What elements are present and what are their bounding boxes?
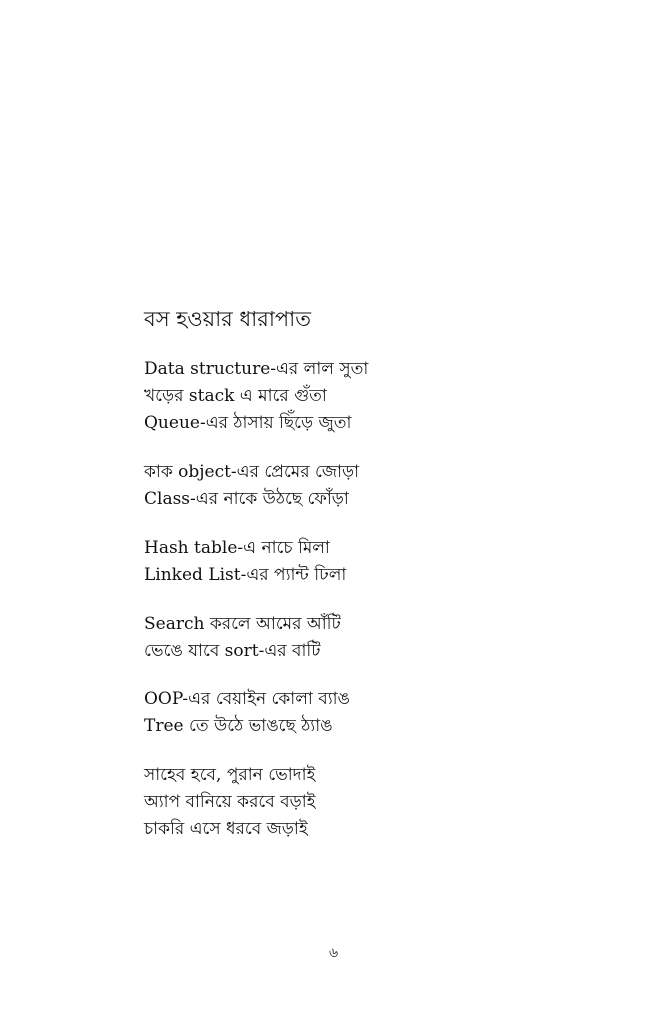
poem-line: Tree তে উঠে ভাঙছে ঠ্যাঙ [144, 716, 333, 736]
poem-line: খড়ের stack এ মারে গুঁতা [144, 386, 327, 406]
poem-line: কাক object-এর প্রেমের জোড়া [144, 462, 360, 482]
stanza-4 [144, 611, 341, 665]
poem-line: Class-এর নাকে উঠছে ফোঁড়া [144, 489, 349, 509]
poem-line: অ্যাপ বানিয়ে করবে বড়াই [144, 792, 316, 812]
stanza-3 [144, 535, 346, 589]
poem-title: বস হওয়ার ধারাপাত [144, 307, 312, 331]
page-number: ৬ [328, 945, 339, 961]
stanza-5 [144, 686, 350, 740]
poem-line: ভেঙে যাবে sort-এর বাটি [144, 641, 321, 661]
poem-line: Hash table-এ নাচে মিলা [144, 538, 330, 558]
stanza-6 [144, 762, 316, 843]
poem-line: Linked List-এর প্যান্ট ঢিলা [144, 565, 347, 585]
poem-line: Data structure-এর লাল সুতা [144, 359, 369, 379]
poem-line: Queue-এর ঠাসায় ছিঁড়ে জুতা [144, 413, 352, 433]
stanza-1 [144, 356, 368, 437]
poem-line: Search করলে আমের আঁটি [144, 614, 341, 634]
poem-line: সাহেব হবে, পুরান ভোদাই [144, 765, 316, 785]
stanza-2 [144, 459, 359, 513]
poem-line: চাকরি এসে ধরবে জড়াই [144, 819, 308, 839]
poem-line: OOP-এর বেয়াইন কোলা ব্যাঙ [144, 689, 351, 709]
